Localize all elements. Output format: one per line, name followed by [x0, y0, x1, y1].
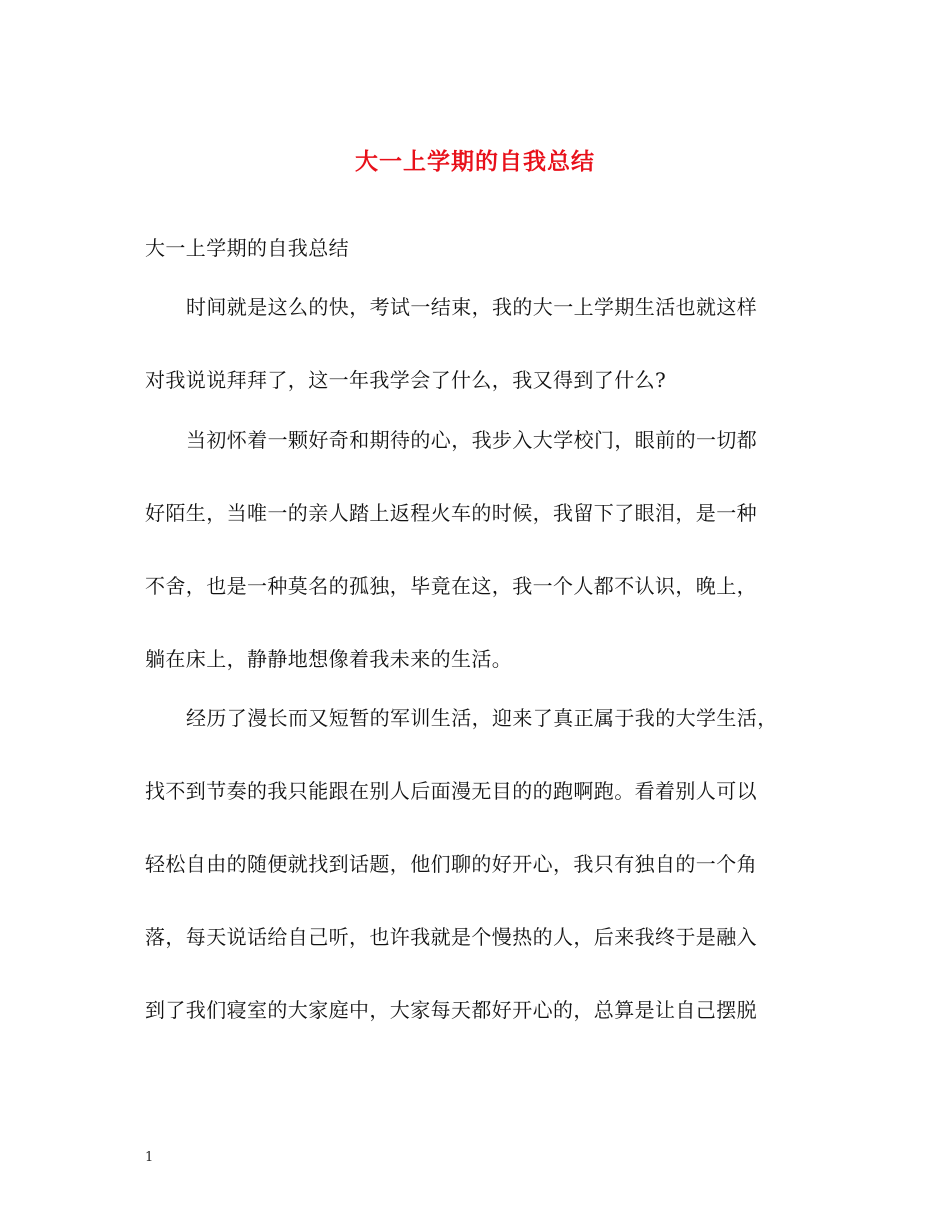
- paragraph-line: 不舍，也是一种莫名的孤独，毕竟在这，我一个人都不认识，晚上，: [145, 574, 757, 598]
- paragraph-line: 好陌生，当唯一的亲人踏上返程火车的时候，我留下了眼泪，是一种: [145, 501, 757, 525]
- paragraph-line: 对我说说拜拜了，这一年我学会了什么，我又得到了什么?: [145, 368, 667, 392]
- document-title: 大一上学期的自我总结: [355, 148, 595, 175]
- paragraph-line: 轻松自由的随便就找到话题，他们聊的好开心，我只有独自的一个角: [145, 852, 757, 876]
- paragraph-line: 躺在床上，静静地想像着我未来的生活。: [145, 647, 513, 671]
- paragraph-line: 落，每天说话给自己听，也许我就是个慢热的人，后来我终于是融入: [145, 925, 757, 949]
- subtitle-line: 大一上学期的自我总结: [145, 236, 349, 260]
- paragraph-line: 到了我们寝室的大家庭中，大家每天都好开心的，总算是让自己摆脱: [145, 998, 757, 1022]
- paragraph-line: 时间就是这么的快，考试一结束，我的大一上学期生活也就这样: [186, 295, 758, 319]
- paragraph-line: 经历了漫长而又短暂的军训生活，迎来了真正属于我的大学生活，: [186, 706, 778, 730]
- paragraph-line: 找不到节奏的我只能跟在别人后面漫无目的的跑啊跑。看着别人可以: [145, 779, 757, 803]
- page-number: 1: [145, 1150, 154, 1165]
- paragraph-line: 当初怀着一颗好奇和期待的心，我步入大学校门，眼前的一切都: [186, 428, 758, 452]
